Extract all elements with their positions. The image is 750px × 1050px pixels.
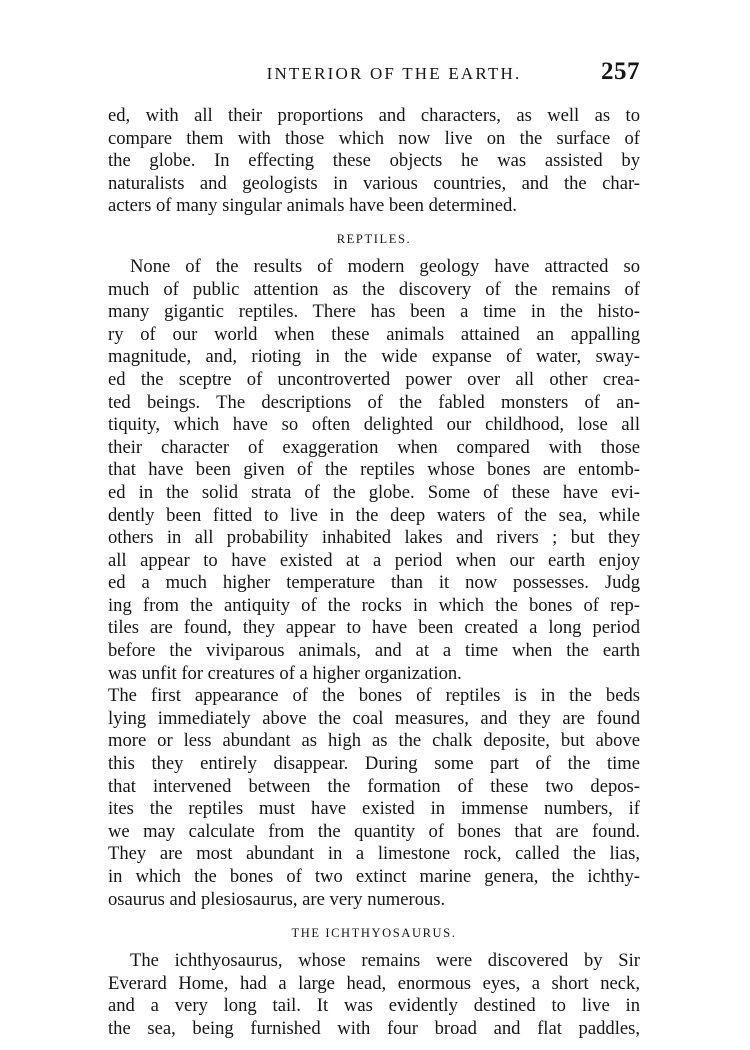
text-line: compare them with those which now live on the surface of bbox=[108, 127, 640, 149]
text-line: all appear to have existed at a period when our earth enjoy bbox=[108, 549, 640, 571]
text-line: their character of exaggeration when compared with those bbox=[108, 436, 640, 458]
text-line: ted beings. The descriptions of the fabled monsters of an- bbox=[108, 391, 640, 413]
text-line: ing from the antiquity of the rocks in which the bones of rep- bbox=[108, 594, 640, 616]
text-line: we may calculate from the quantity of bones that are found. bbox=[108, 820, 640, 842]
text-line: others in all probability inhabited lakes and rivers ; but they bbox=[108, 527, 640, 549]
text-line: Everard Home, had a large head, enormous eyes, a short neck, bbox=[108, 972, 640, 994]
text-line: much of public attention as the discovery of the remains of bbox=[108, 278, 640, 300]
text-line: tiquity, which have so often delighted our childhood, lose all bbox=[108, 414, 640, 436]
text-line: ed in the solid strata of the globe. Some of these have evi- bbox=[108, 481, 640, 503]
section-heading-reptiles: REPTILES. bbox=[336, 231, 412, 246]
text-line: naturalists and geologists in various countries, and the char- bbox=[108, 172, 640, 194]
paragraph-reptiles-intro bbox=[108, 256, 640, 685]
text-line: lying immediately above the coal measures, and they are found bbox=[108, 707, 640, 729]
text-line: that have been given of the reptiles whose bones are entomb- bbox=[108, 459, 640, 481]
paragraph-reptile-distribution bbox=[108, 685, 640, 911]
text-line: ed, with all their proportions and characters, as well as to bbox=[108, 105, 640, 126]
text-line: more or less abundant as high as the chalk deposite, but above bbox=[108, 730, 640, 752]
text-line: tiles are found, they appear to have been created a long period bbox=[108, 617, 640, 639]
text-line: magnitude, and, rioting in the wide expanse of water, sway- bbox=[108, 346, 640, 368]
paragraph-continuation bbox=[108, 105, 640, 218]
text-line: ry of our world when these animals attained an appalling bbox=[108, 323, 640, 345]
section-heading-ichthyosaurus: THE ICHTHYOSAURUS. bbox=[291, 926, 457, 941]
text-line: before the viviparous animals, and at a time when the earth bbox=[108, 640, 640, 662]
text-line: in which the bones of two extinct marine genera, the ichthy- bbox=[108, 866, 640, 887]
running-head-title: INTERIOR OF THE EARTH. bbox=[266, 64, 522, 83]
text-line: acters of many singular animals have been determined. bbox=[108, 195, 517, 217]
text-line: ed a much higher temperature than it now possesses. Judg bbox=[108, 572, 640, 594]
running-head bbox=[108, 58, 640, 92]
text-line: None of the results of modern geology have attracted so bbox=[130, 255, 640, 277]
text-line: osaurus and plesiosaurus, are very numerous. bbox=[108, 888, 446, 910]
text-line: the sea, being furnished with four broad and flat paddles, bbox=[108, 1017, 640, 1039]
text-line: and a very long tail. It was evidently destined to live in bbox=[108, 995, 640, 1017]
text-line: The first appearance of the bones of reptiles is in the beds bbox=[108, 685, 640, 707]
paragraph-ichthyosaurus bbox=[108, 950, 640, 1040]
text-line: that intervened between the formation of these two depos- bbox=[108, 775, 640, 797]
text-line: They are most abundant in a limestone rock, called the lias, bbox=[108, 843, 640, 865]
page-number: 257 bbox=[601, 58, 640, 85]
text-line: this they entirely disappear. During some part of the time bbox=[108, 753, 640, 775]
text-line: ed the sceptre of uncontroverted power over all other crea- bbox=[108, 368, 640, 390]
text-line: ites the reptiles must have existed in immense numbers, if bbox=[108, 798, 640, 820]
body-text bbox=[108, 105, 640, 1041]
text-line: dently been fitted to live in the deep waters of the sea, while bbox=[108, 504, 640, 526]
text-line: The ichthyosaurus, whose remains were discovered by Sir bbox=[130, 950, 640, 972]
text-line: the globe. In effecting these objects he was assisted by bbox=[108, 150, 640, 172]
text-line: was unfit for creatures of a higher organization. bbox=[108, 662, 462, 684]
text-line: many gigantic reptiles. There has been a time in the histo- bbox=[108, 301, 640, 323]
